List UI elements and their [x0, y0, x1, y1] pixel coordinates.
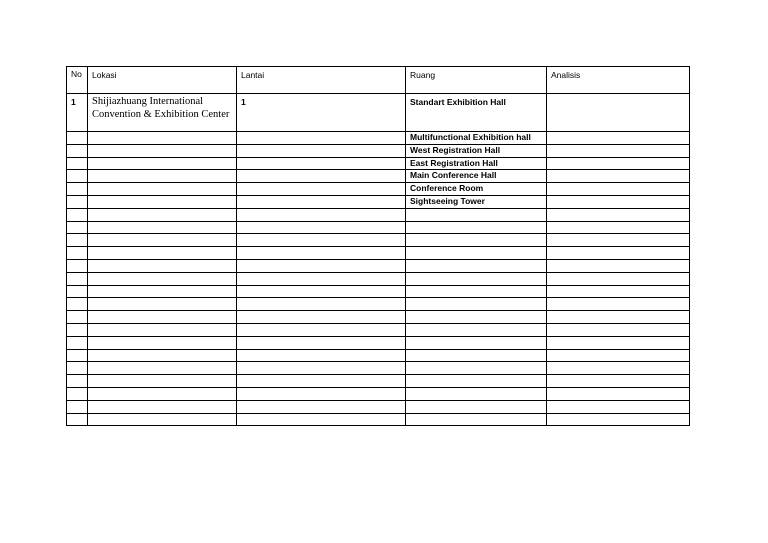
cell-lokasi [88, 247, 237, 260]
header-analisis: Analisis [547, 67, 690, 94]
table-row [67, 195, 690, 208]
table-row [67, 298, 690, 311]
cell-lantai [237, 221, 406, 234]
cell-lokasi: Shijiazhuang International Convention & Exhibition Center [88, 94, 237, 132]
cell-lantai [237, 298, 406, 311]
cell-ruang: West Registration Hall [406, 144, 547, 157]
cell-lantai [237, 195, 406, 208]
header-lokasi: Lokasi [88, 67, 237, 94]
cell-ruang [406, 323, 547, 336]
table-row [67, 247, 690, 260]
header-lantai: Lantai [237, 67, 406, 94]
cell-lokasi [88, 413, 237, 426]
cell-ruang [406, 375, 547, 388]
cell-no [67, 323, 88, 336]
header-ruang: Ruang [406, 67, 547, 94]
cell-lantai [237, 234, 406, 247]
cell-no [67, 170, 88, 183]
cell-lokasi [88, 144, 237, 157]
table-row [67, 221, 690, 234]
table-row [67, 349, 690, 362]
cell-analisis [547, 349, 690, 362]
cell-lantai: 1 [237, 94, 406, 132]
cell-analisis [547, 387, 690, 400]
cell-lokasi [88, 285, 237, 298]
cell-lantai [237, 413, 406, 426]
cell-analisis [547, 362, 690, 375]
cell-ruang: Conference Room [406, 183, 547, 196]
cell-ruang [406, 247, 547, 260]
cell-no [67, 387, 88, 400]
cell-lokasi [88, 221, 237, 234]
table-row [67, 183, 690, 196]
cell-ruang [406, 298, 547, 311]
cell-no [67, 234, 88, 247]
cell-no [67, 413, 88, 426]
table-row [67, 272, 690, 285]
cell-no [67, 311, 88, 324]
cell-lokasi [88, 195, 237, 208]
cell-lantai [237, 208, 406, 221]
cell-lantai [237, 400, 406, 413]
table-row [67, 144, 690, 157]
cell-analisis [547, 259, 690, 272]
cell-analisis [547, 157, 690, 170]
cell-lantai [237, 362, 406, 375]
cell-ruang [406, 362, 547, 375]
table-row [67, 387, 690, 400]
cell-lantai [237, 259, 406, 272]
cell-analisis [547, 311, 690, 324]
cell-ruang [406, 400, 547, 413]
cell-ruang [406, 311, 547, 324]
table-row [67, 234, 690, 247]
cell-lokasi [88, 375, 237, 388]
cell-no [67, 183, 88, 196]
cell-lokasi [88, 298, 237, 311]
cell-no: 1 [67, 94, 88, 132]
cell-no [67, 195, 88, 208]
cell-no [67, 285, 88, 298]
cell-lantai [237, 272, 406, 285]
cell-lantai [237, 157, 406, 170]
cell-analisis [547, 400, 690, 413]
cell-lokasi [88, 362, 237, 375]
cell-ruang: Main Conference Hall [406, 170, 547, 183]
cell-lokasi [88, 170, 237, 183]
cell-analisis [547, 336, 690, 349]
cell-analisis [547, 323, 690, 336]
cell-ruang: Multifunctional Exhibition hall [406, 132, 547, 145]
cell-lokasi [88, 387, 237, 400]
cell-ruang [406, 349, 547, 362]
cell-no [67, 132, 88, 145]
header-no: No [67, 67, 88, 94]
cell-lokasi [88, 259, 237, 272]
cell-no [67, 400, 88, 413]
cell-no [67, 349, 88, 362]
cell-ruang [406, 259, 547, 272]
table-row [67, 375, 690, 388]
cell-ruang [406, 234, 547, 247]
cell-analisis [547, 272, 690, 285]
cell-ruang [406, 221, 547, 234]
cell-lantai [237, 183, 406, 196]
cell-lokasi [88, 132, 237, 145]
cell-no [67, 157, 88, 170]
cell-lantai [237, 349, 406, 362]
cell-analisis [547, 144, 690, 157]
table-row [67, 400, 690, 413]
cell-lantai [237, 311, 406, 324]
cell-lantai [237, 323, 406, 336]
cell-no [67, 336, 88, 349]
table-row [67, 94, 690, 132]
cell-lantai [237, 285, 406, 298]
table-body [67, 67, 690, 426]
cell-analisis [547, 413, 690, 426]
table-row [67, 157, 690, 170]
cell-lokasi [88, 157, 237, 170]
cell-lantai [237, 336, 406, 349]
cell-lokasi [88, 311, 237, 324]
table-row [67, 170, 690, 183]
cell-ruang [406, 336, 547, 349]
cell-ruang: East Registration Hall [406, 157, 547, 170]
cell-analisis [547, 298, 690, 311]
cell-lantai [237, 144, 406, 157]
table-row [67, 285, 690, 298]
cell-no [67, 375, 88, 388]
cell-lokasi [88, 234, 237, 247]
cell-no [67, 362, 88, 375]
cell-lantai [237, 375, 406, 388]
table-row [67, 259, 690, 272]
cell-analisis [547, 132, 690, 145]
cell-analisis [547, 208, 690, 221]
cell-lokasi [88, 336, 237, 349]
cell-lokasi [88, 400, 237, 413]
cell-lantai [237, 132, 406, 145]
cell-analisis [547, 221, 690, 234]
cell-no [67, 221, 88, 234]
table-row [67, 336, 690, 349]
cell-analisis [547, 247, 690, 260]
table-row [67, 132, 690, 145]
cell-analisis [547, 375, 690, 388]
cell-lantai [237, 387, 406, 400]
cell-ruang [406, 285, 547, 298]
cell-lantai [237, 247, 406, 260]
cell-lokasi [88, 208, 237, 221]
cell-ruang [406, 272, 547, 285]
cell-no [67, 259, 88, 272]
cell-analisis [547, 234, 690, 247]
table-row [67, 311, 690, 324]
cell-ruang [406, 413, 547, 426]
cell-no [67, 208, 88, 221]
cell-lokasi [88, 272, 237, 285]
table-row [67, 413, 690, 426]
cell-analisis [547, 195, 690, 208]
cell-analisis [547, 183, 690, 196]
table-row [67, 208, 690, 221]
cell-no [67, 272, 88, 285]
table-header-row [67, 67, 690, 94]
cell-lokasi [88, 183, 237, 196]
cell-analisis [547, 285, 690, 298]
cell-ruang [406, 387, 547, 400]
cell-lokasi [88, 323, 237, 336]
cell-no [67, 247, 88, 260]
cell-no [67, 298, 88, 311]
cell-lantai [237, 170, 406, 183]
cell-no [67, 144, 88, 157]
room-analysis-table [66, 66, 690, 426]
cell-ruang [406, 208, 547, 221]
table-row [67, 362, 690, 375]
cell-analisis [547, 170, 690, 183]
cell-ruang: Standart Exhibition Hall [406, 94, 547, 132]
table-row [67, 323, 690, 336]
cell-lokasi [88, 349, 237, 362]
cell-ruang: Sightseeing Tower [406, 195, 547, 208]
cell-analisis [547, 94, 690, 132]
